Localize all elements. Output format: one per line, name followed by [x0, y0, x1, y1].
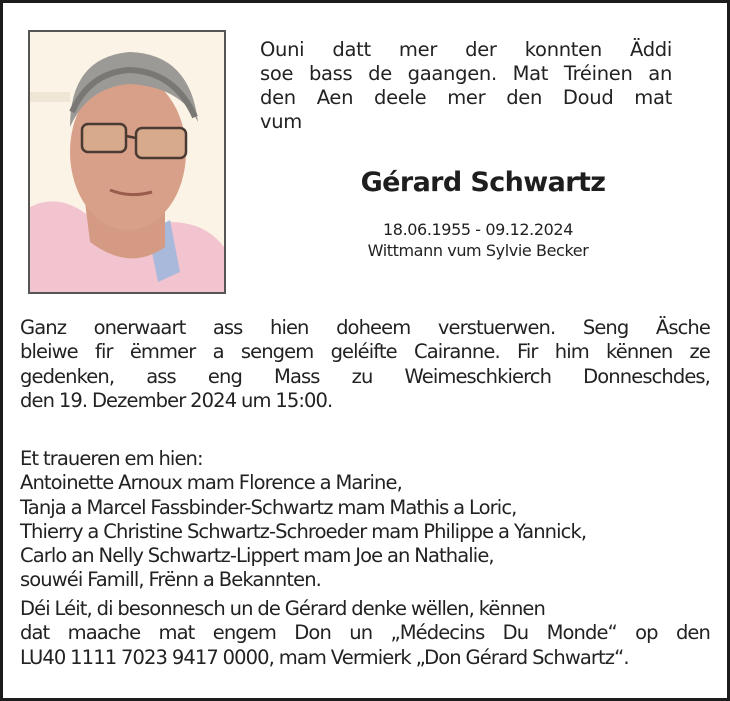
paragraph-line: Ganz onerwaart ass hien doheem verstuerwen. Seng Äsche [20, 316, 710, 339]
donation-line: dat maache mat engem Don un „Médecins Du Monde“ op den [20, 621, 710, 645]
mourner-item: Tanja a Marcel Fassbinder-Schwartz mam Mathis a Loric, [20, 495, 517, 519]
intro-line: den Aen deele mer den Doud mat [260, 86, 672, 109]
life-info [333, 219, 623, 261]
mourners-heading: Et traueren em hien: [20, 447, 203, 470]
life-dates: 18.06.1955 - 09.12.2024 [383, 220, 573, 239]
mourner-item: Carlo an Nelly Schwartz-Lippert mam Joe an Nathalie, [20, 544, 494, 568]
intro-line: soe bass de gaangen. Mat Tréinen an [260, 62, 672, 85]
mourner-item: Antoinette Arnoux mam Florence a Marine, [20, 471, 402, 495]
intro-line: vum [260, 110, 302, 133]
relation: Wittmann vum Sylvie Becker [367, 241, 589, 260]
mourners-list [20, 447, 710, 593]
mourner-item: souwéi Famill, Frënn a Bekannten. [20, 568, 321, 592]
deceased-name: Gérard Schwartz [360, 167, 606, 198]
funeral-paragraph [20, 316, 710, 413]
donation-paragraph [20, 597, 710, 670]
paragraph-line: gedenken, ass eng Mass zu Weimeschkierch Donneschdes, [20, 364, 710, 388]
donation-line: LU40 1111 7023 9417 0000, mam Vermierk „Don Gérard Schwartz“. [20, 645, 629, 669]
portrait-photo [28, 30, 226, 294]
portrait-photo-icon [30, 32, 224, 292]
intro-text [260, 38, 672, 134]
mourner-item: Thierry a Christine Schwartz-Schroeder mam Philippe a Yannick, [20, 519, 587, 543]
intro-line: Ouni datt mer der konnten Äddi [260, 38, 672, 61]
donation-line: Déi Léit, di besonnesch un de Gérard denke wëllen, kënnen [20, 597, 545, 620]
paragraph-line: bleiwe fir ëmmer a sengem geléifte Cairanne. Fir him kënnen ze [20, 340, 710, 364]
paragraph-line: den 19. Dezember 2024 um 15:00. [20, 388, 333, 412]
